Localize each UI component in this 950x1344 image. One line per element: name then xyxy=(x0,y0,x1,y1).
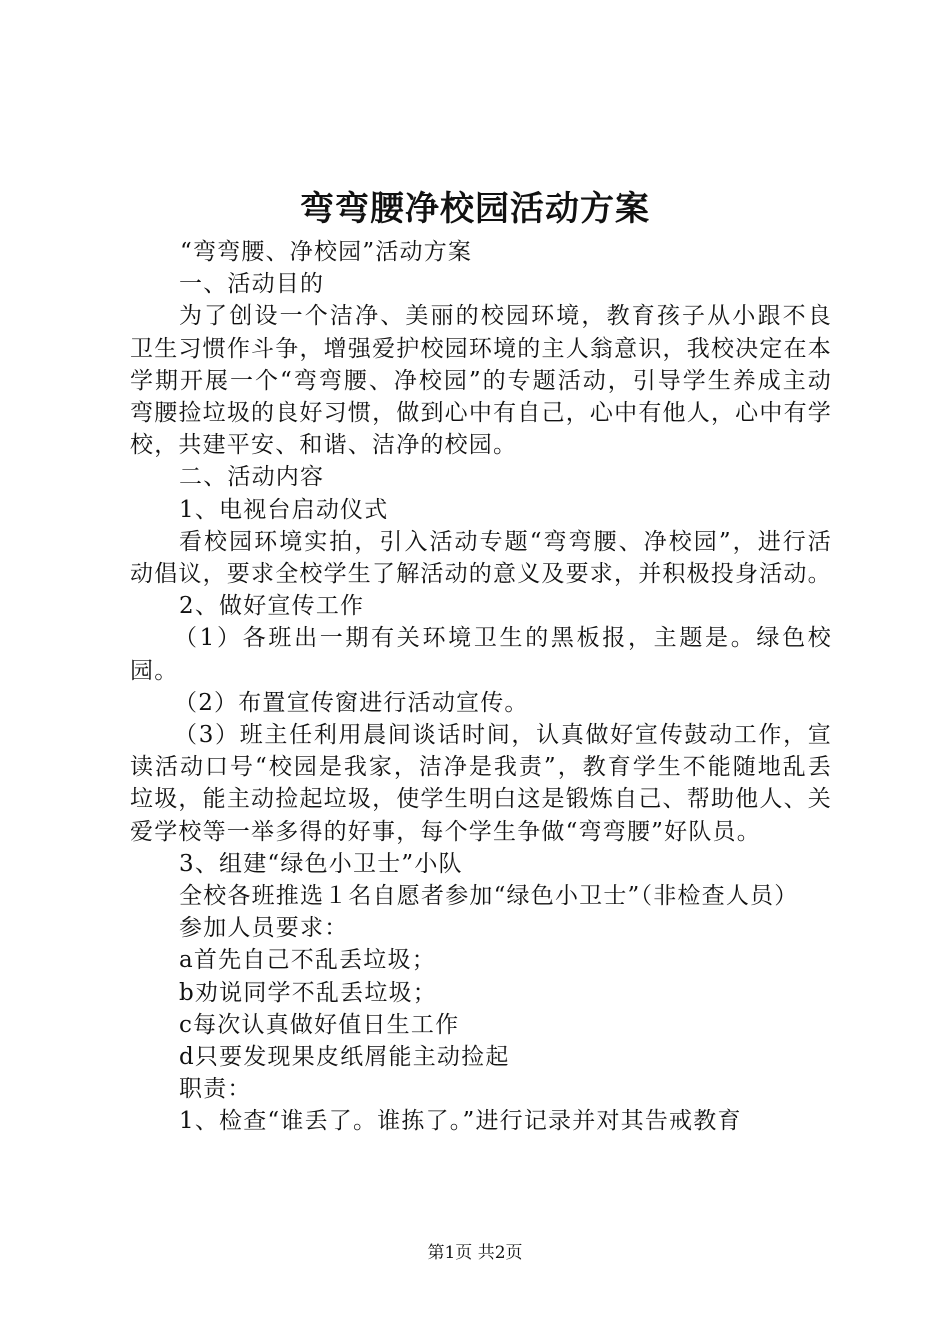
section-heading: 一、活动目的 xyxy=(179,271,325,298)
page-footer: 第1页 共2页 xyxy=(427,1243,523,1263)
list-item: 1、检查“谁丢了。谁拣了。”进行记录并对其告戒教育 xyxy=(179,1108,742,1135)
list-item: （3）班主任利用晨间谈话时间，认真做好宣传鼓动工作，宣读活动口号“校园是我家，洁净是我责”，教育学生不能随地乱丢垃圾，能主动捡起垃圾，使学生明白这是锻炼自己、帮助他人、关爱学校等一举多得的好事，每个学生争做“弯弯腰”好队员。 xyxy=(130,722,832,845)
list-item: （2）布置宣传窗进行活动宣传。 xyxy=(174,689,529,716)
paragraph: 全校各班推选１名自愿者参加“绿色小卫士”（非检查人员） xyxy=(179,883,799,910)
sub-heading: 1、电视台启动仪式 xyxy=(179,496,389,523)
document-body xyxy=(130,236,832,1138)
subtitle: “弯弯腰、净校园”活动方案 xyxy=(180,239,473,265)
section-heading: 二、活动内容 xyxy=(179,464,325,491)
list-item: d只要发现果皮纸屑能主动捡起 xyxy=(179,1044,510,1071)
paragraph: 为了创设一个洁净、美丽的校园环境，教育孩子从小跟不良卫生习惯作斗争，增强爱护校园环境的主人翁意识，我校决定在本学期开展一个“弯弯腰、净校园”的专题活动，引导学生养成主动弯腰捡垃圾的良好习惯，做到心中有自己，心中有他人，心中有学校，共建平安、和谐、洁净的校园。 xyxy=(130,303,832,459)
sub-heading: 2、做好宣传工作 xyxy=(179,593,365,620)
list-item: b劝说同学不乱丢垃圾； xyxy=(179,979,437,1006)
list-item: c每次认真做好值日生工作 xyxy=(179,1011,460,1038)
paragraph: 看校园环境实拍，引入活动专题“弯弯腰、净校园”，进行活动倡议，要求全校学生了解活动的意义及要求，并积极投身活动。 xyxy=(130,528,832,588)
document-title: 弯弯腰净校园活动方案 xyxy=(300,189,650,229)
sub-heading: 3、组建“绿色小卫士”小队 xyxy=(179,850,463,877)
paragraph: 职责： xyxy=(179,1076,252,1103)
list-item: a首先自己不乱丢垃圾； xyxy=(179,947,436,974)
paragraph: 参加人员要求： xyxy=(179,915,349,942)
list-item: （1）各班出一期有关环境卫生的黑板报，主题是。绿色校园。 xyxy=(130,625,832,684)
